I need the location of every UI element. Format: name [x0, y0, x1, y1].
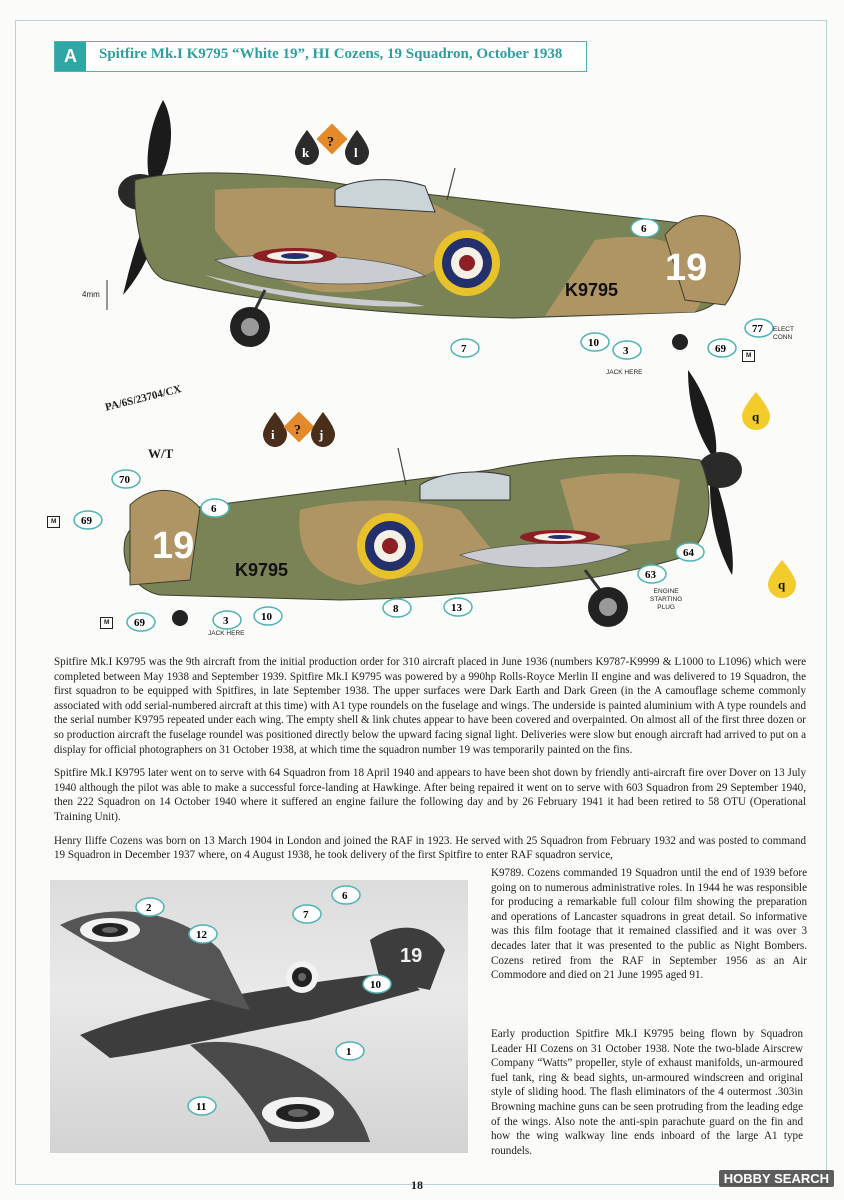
- elect-conn-note: ELECT CONN: [773, 326, 794, 341]
- jack-here-note-2: JACK HERE: [208, 630, 245, 637]
- second-callout-69a: 69: [81, 515, 92, 527]
- wt-stencil: W/T: [148, 446, 174, 461]
- side-drop-k: k: [302, 145, 310, 160]
- photo-fin-code: 19: [400, 945, 423, 967]
- side-callout-77: 77: [752, 323, 763, 335]
- second-callout-70: 70: [119, 474, 130, 486]
- stencil-m-left: M: [47, 516, 60, 528]
- second-profile-illustration: [40, 360, 820, 640]
- profile-badge: A: [55, 42, 86, 71]
- serial-stencil: PA/6S/23704/CX: [104, 383, 183, 414]
- photo-callout-11: 11: [196, 1101, 207, 1113]
- paragraph-1: Spitfire Mk.I K9795 was the 9th aircraft from the initial production order for 310 aircraft placed in June 1936 (numbers K9787-K9999 & L1000 to L1096) which were completed between May 1938 and September 1939. Spitfire Mk.I K9795 was powered by a 990hp Rolls-Royce Merlin II engine and was delivered to 19 Squadron, the first squadron to be equipped with Spitfires, in late September 1938. The upper surfaces were Dark Earth and Dark Green (in the A camouflage scheme commonly associated with odd serial-numbered aircraft at this time) with A1 type roundels on the fuselage and wings. The underside is painted aluminium with A type roundels and the serial number K9795 repeated under each wing. The empty shell & link chutes appear to have been covered and overpainted. On almost all of the first three dozen or so production aircraft the fuselage roundel was positioned directly below the upward facing signal light. Deliveries were slow but enough aircraft had arrived to put on a display for official photographers on 31 October 1938, at which time the squadron number 19 was temporarily painted on the fins.: [54, 656, 806, 756]
- paragraph-3: Henry Iliffe Cozens was born on 13 March 1904 in London and joined the RAF in 1923. He served with 25 Squadron from February 1932 and was posted to command 19 Squadron in December 1937 where, on 4 August 1938, he took delivery of the first Spitfire to enter RAF squadron service,: [54, 834, 806, 862]
- side-callout-6: 6: [641, 223, 647, 235]
- second-callout-69b: 69: [134, 617, 145, 629]
- second-callout-10: 10: [261, 611, 272, 623]
- second-drop-j: j: [319, 427, 324, 442]
- jack-here-note: JACK HERE: [606, 369, 643, 376]
- side-drop-q: ?: [327, 135, 334, 150]
- photo-caption: Early production Spitfire Mk.I K9795 being flown by Squadron Leader HI Cozens on 31 October 1938. Note the two-blade Airscrew Company “Watts” propeller, style of exhaust manifolds, un-armoured fuel tank, ring & bead sights, un-armoured windscreen and original style of sliding hood. The flash eliminators of the 4 outermost .303in Browning machine guns can be seen protruding from the leading edge of the wings. Also note the anti-spin parachute guard on the fin and how the wing walkway line ends inboard of the large A1 type roundels.: [491, 1028, 803, 1157]
- photo-callout-2: 2: [146, 902, 152, 914]
- second-drop-i: i: [271, 427, 275, 442]
- photo-callout-1: 1: [346, 1046, 352, 1058]
- second-fin-code: 19: [152, 525, 195, 567]
- page-number: 18: [411, 1178, 423, 1192]
- second-serial: K9795: [235, 560, 289, 580]
- photo-callout-6: 6: [342, 890, 348, 902]
- profile-title-bar: [54, 41, 587, 72]
- wrap-paragraph: K9789. Cozens commanded 19 Squadron until the end of 1939 before going on to numerous administrative roles. In 1944 he was responsible for producing a remarkable full colour film showing the preparation and operations of Lancaster squadrons in great detail. So informative was this film footage that it remained classified and it was over 3 decades later that it was presented to the public as Night Bombers. Cozens retired from the RAF in September 1956 as an Air Commodore and died on 21 June 1995 aged 91.: [491, 867, 807, 982]
- paragraph-2: Spitfire Mk.I K9795 later went on to serve with 64 Squadron from 18 April 1940 and appears to have been shot down by friendly anti-aircraft fire over Dover on 13 July 1940 although the pilot was able to make a successful force-landing at Hawkinge. After being repaired it went on to serve with 603 Squadron from 29 September 1940, then 222 Squadron on 14 October 1940 where it suffered an engine failure the following day and by 26 February 1941 it had been retired to 58 OTU (Operational Training Unit).: [54, 767, 806, 823]
- side-fin-code: 19: [665, 247, 708, 289]
- side-paint-drops: [295, 123, 369, 165]
- second-drop-q: ?: [294, 423, 301, 438]
- stencil-m-bottom: M: [100, 617, 113, 629]
- watermark: HOBBY SEARCH: [719, 1170, 834, 1187]
- side-profile-illustration: [95, 80, 815, 380]
- photo-callout-12: 12: [196, 929, 207, 941]
- dimension-label: 4mm: [82, 290, 100, 299]
- body-text: [54, 655, 806, 872]
- prop-drop-q-2: q: [778, 577, 786, 592]
- photo-callout-10: 10: [370, 979, 381, 991]
- side-callout-10: 10: [588, 337, 599, 349]
- profile-title: Spitfire Mk.I K9795 “White 19”, HI Cozens, 19 Squadron, October 1938: [99, 46, 563, 62]
- side-callout-7: 7: [461, 343, 467, 355]
- second-callout-64: 64: [683, 547, 694, 559]
- side-callout-3: 3: [623, 345, 629, 357]
- side-drop-l: l: [354, 145, 358, 160]
- second-callout-8: 8: [393, 603, 399, 615]
- second-callout-13: 13: [451, 602, 462, 614]
- side-callout-69: 69: [715, 343, 726, 355]
- second-callout-6: 6: [211, 503, 217, 515]
- side-serial: K9795: [565, 280, 619, 300]
- second-callout-63: 63: [645, 569, 656, 581]
- second-callout-3: 3: [223, 615, 229, 627]
- aircraft-photo: [50, 880, 468, 1153]
- engine-plug-note: ENGINE STARTING PLUG: [650, 588, 683, 611]
- photo-callout-7: 7: [303, 909, 309, 921]
- stencil-m-top: M: [742, 350, 755, 362]
- prop-drop-q: q: [752, 409, 760, 424]
